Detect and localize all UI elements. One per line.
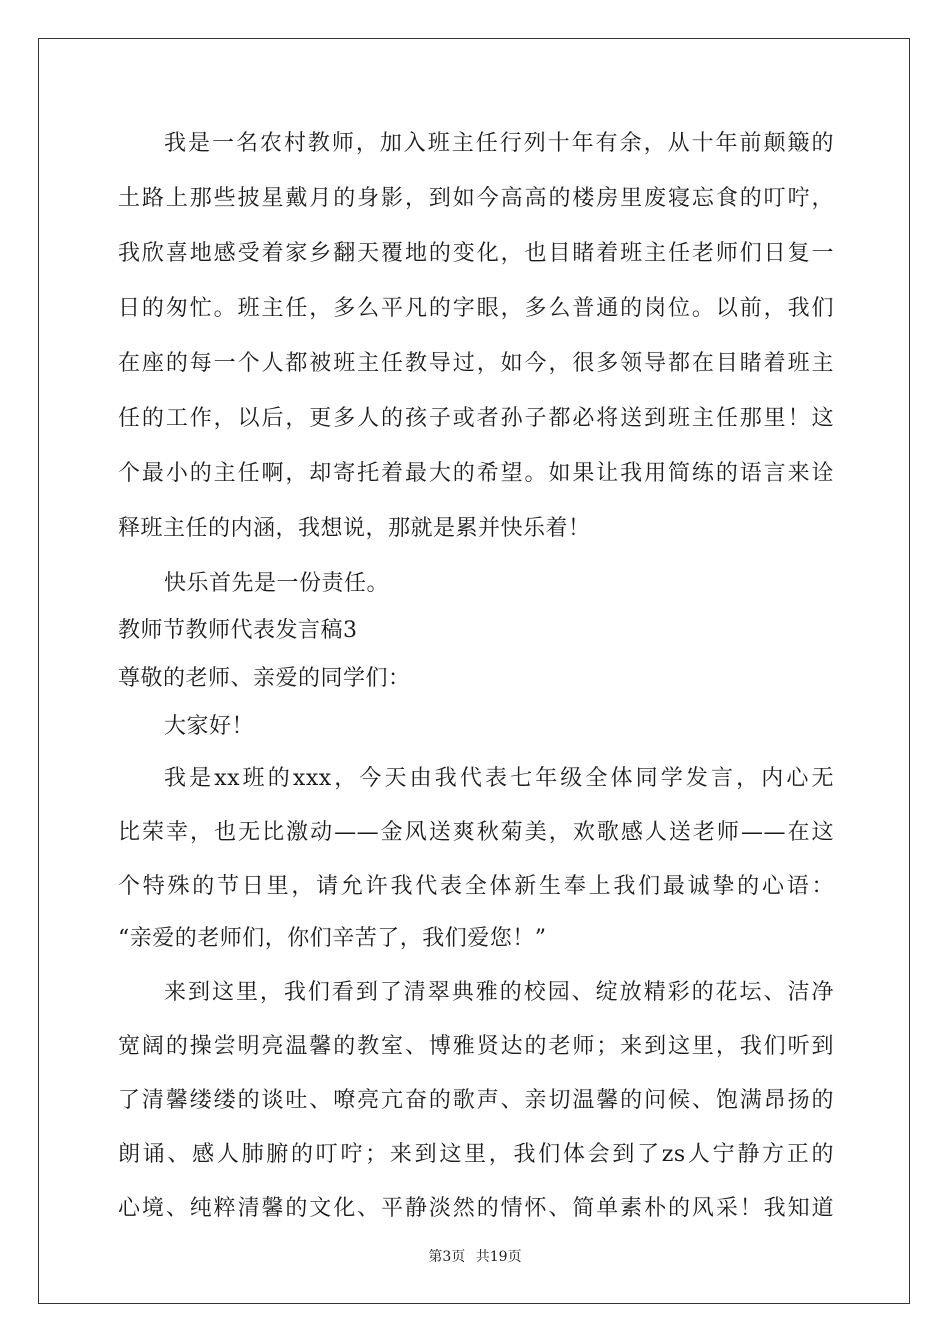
paragraph-line: 释班主任的内涵，我想说，那就是累并快乐着！ <box>118 516 591 541</box>
paragraph-line: “亲爱的老师们，你们辛苦了，我们爱您！” <box>118 926 547 951</box>
paragraph-line: 任的工作，以后，更多人的孩子或者孙子都必将送到班主任那里！这 <box>118 406 834 431</box>
paragraph-line: 我是xx班的xxx，今天由我代表七年级全体同学发言，内心无 <box>164 766 834 791</box>
page-total: 共19页 <box>475 1249 522 1265</box>
page-number: 第3页 <box>428 1249 466 1265</box>
page-footer <box>0 1247 950 1267</box>
paragraph-line: 个特殊的节日里，请允许我代表全体新生奉上我们最诚挚的心语： <box>118 874 834 899</box>
paragraph-line: 日的匆忙。班主任，多么平凡的字眼，多么普通的岗位。以前，我们 <box>118 296 834 321</box>
paragraph-line: 宽阔的操尝明亮温馨的教室、博雅贤达的老师；来到这里，我们听到 <box>118 1034 834 1059</box>
paragraph-line: 朗诵、感人肺腑的叮咛；来到这里，我们体会到了zs人宁静方正的 <box>118 1142 834 1167</box>
paragraph-line: 在座的每一个人都被班主任教导过，如今，很多领导都在目睹着班主 <box>118 351 834 376</box>
section-title: 教师节教师代表发言稿3 <box>118 618 358 643</box>
paragraph-line: 个最小的主任啊，却寄托着最大的希望。如果让我用简练的语言来诠 <box>118 461 834 486</box>
greeting: 大家好！ <box>164 714 255 739</box>
paragraph-line: 来到这里，我们看到了清翠典雅的校园、绽放精彩的花坛、洁净 <box>164 980 834 1005</box>
paragraph-line: 土路上那些披星戴月的身影，到如今高高的楼房里废寝忘食的叮咛， <box>118 186 834 211</box>
paragraph-line: 我欣喜地感受着家乡翻天覆地的变化，也目睹着班主任老师们日复一 <box>118 241 834 266</box>
paragraph-line: 了清馨缕缕的谈吐、嘹亮亢奋的歌声、亲切温馨的问候、饱满昂扬的 <box>118 1088 834 1113</box>
paragraph-line: 比荣幸，也无比激动——金风送爽秋菊美，欢歌感人送老师——在这 <box>118 820 834 845</box>
paragraph-line: 我是一名农村教师，加入班主任行列十年有余，从十年前颠簸的 <box>164 131 834 156</box>
paragraph-line: 快乐首先是一份责任。 <box>164 571 390 596</box>
paragraph-line: 心境、纯粹清馨的文化、平静淡然的情怀、简单素朴的风采！我知道 <box>118 1196 834 1221</box>
salutation: 尊敬的老师、亲爱的同学们： <box>118 666 411 691</box>
